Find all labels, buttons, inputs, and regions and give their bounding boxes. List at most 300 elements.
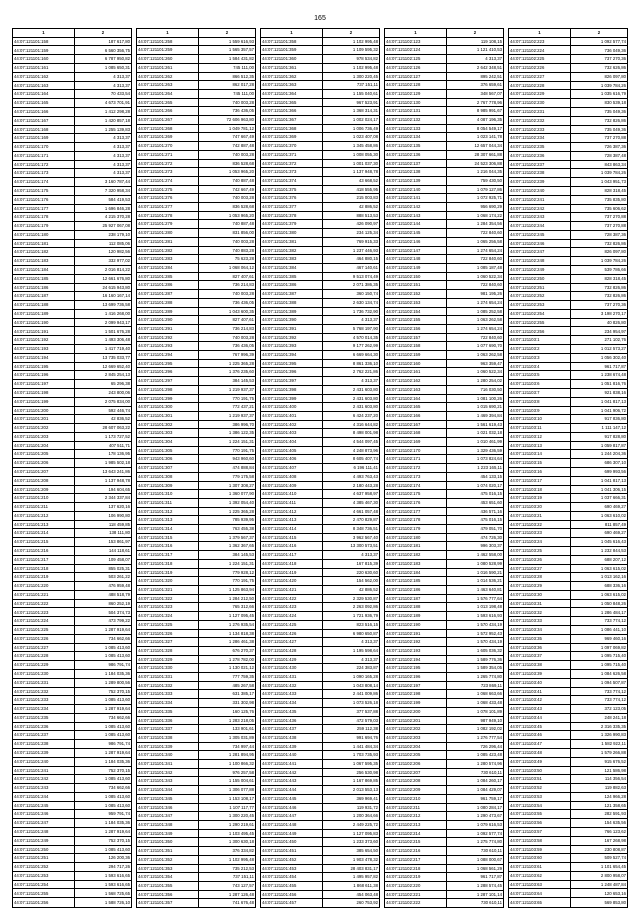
table-row bbox=[13, 151, 132, 160]
cadastral-value-cell: 823 516,15 bbox=[322, 620, 379, 629]
cadastral-value-cell: 1 063 262,58 bbox=[446, 351, 503, 360]
table-row bbox=[13, 90, 132, 99]
table-row bbox=[261, 168, 380, 177]
table-row bbox=[137, 72, 256, 81]
cadastral-value-cell: 1 379 567,37 bbox=[198, 533, 255, 542]
cadastral-number-cell: 44:07:121101:439 bbox=[261, 742, 323, 751]
table-row bbox=[261, 777, 380, 786]
column-header-value: 2 bbox=[446, 29, 503, 38]
table-row bbox=[137, 176, 256, 185]
table-row bbox=[13, 819, 132, 828]
cadastral-number-cell: 44:07:121103:7 bbox=[509, 388, 571, 397]
table-row bbox=[509, 99, 628, 108]
cadastral-number-cell: 44:07:121102:158 bbox=[385, 342, 447, 351]
table-row bbox=[509, 643, 628, 652]
table-row bbox=[385, 525, 504, 534]
cadastral-number-cell: 44:07:121101:382 bbox=[261, 246, 323, 255]
cadastral-number-cell: 44:07:121101:227 bbox=[13, 643, 75, 652]
cadastral-number-cell: 44:07:121102:154 bbox=[385, 307, 447, 316]
cadastral-number-cell: 44:07:121101:262 bbox=[137, 72, 199, 81]
table-row bbox=[137, 794, 256, 803]
table-row bbox=[261, 89, 380, 98]
cadastral-number-cell: 44:07:121102:181 bbox=[385, 542, 447, 551]
cadastral-value-cell: 1 287 919,64 bbox=[74, 828, 131, 837]
cadastral-value-cell: 4 673 701,91 bbox=[74, 99, 131, 108]
cadastral-value-cell: 2 071 386,35 bbox=[322, 281, 379, 290]
cadastral-value-cell: 969 460,16 bbox=[570, 634, 627, 643]
cadastral-number-cell: 44:07:121101:419 bbox=[261, 568, 323, 577]
cadastral-value-cell: 114 356,54 bbox=[570, 775, 627, 784]
cadastral-number-cell: 44:07:121103:31 bbox=[509, 599, 571, 608]
cadastral-number-cell: 44:07:121101:228 bbox=[13, 652, 75, 661]
cadastral-value-cell: 1 107 117,77 bbox=[198, 803, 255, 812]
table-row bbox=[261, 81, 380, 90]
cadastral-number-cell: 44:07:121101:377 bbox=[261, 203, 323, 212]
cadastral-number-cell: 44:07:121103:36 bbox=[509, 643, 571, 652]
cadastral-number-cell: 44:07:121101:347 bbox=[137, 812, 199, 821]
table-row bbox=[137, 316, 256, 325]
table-row bbox=[509, 213, 628, 222]
table-row bbox=[509, 810, 628, 819]
cadastral-number-cell: 44:07:121102:247 bbox=[509, 248, 571, 257]
cadastral-number-cell: 44:07:121101:218 bbox=[13, 564, 75, 573]
table-row bbox=[137, 873, 256, 882]
table-row bbox=[385, 229, 504, 238]
table-row bbox=[261, 133, 380, 142]
cadastral-number-cell: 44:07:121101:336 bbox=[137, 716, 199, 725]
table-row bbox=[385, 307, 504, 316]
cadastral-number-cell: 44:07:121101:436 bbox=[261, 716, 323, 725]
cadastral-value-cell: 24 615 943,80 bbox=[74, 283, 131, 292]
cadastral-value-cell: 187 617,80 bbox=[74, 37, 131, 46]
cadastral-number-cell: 44:07:121103:2 bbox=[509, 345, 571, 354]
cadastral-value-cell: 2 449 225,72 bbox=[322, 820, 379, 829]
cadastral-value-cell: 1 244 204,36 bbox=[570, 450, 627, 459]
table-row bbox=[509, 406, 628, 415]
table-row bbox=[509, 459, 628, 468]
cadastral-number-cell: 44:07:121102:222 bbox=[385, 899, 447, 908]
cadastral-number-cell: 44:07:121101:386 bbox=[261, 281, 323, 290]
table-row bbox=[137, 498, 256, 507]
cadastral-value-cell: 1 579 266,88 bbox=[570, 748, 627, 757]
cadastral-value-cell: 6 196 111,41 bbox=[322, 464, 379, 473]
cadastral-value-cell: 167 815,39 bbox=[322, 559, 379, 568]
cadastral-number-cell: 44:07:121101:353 bbox=[137, 864, 199, 873]
cadastral-number-cell: 44:07:121101:431 bbox=[261, 673, 323, 682]
cadastral-value-cell: 830 539,18 bbox=[570, 99, 627, 108]
cadastral-number-cell: 44:07:121101:287 bbox=[137, 290, 199, 299]
table-row bbox=[385, 864, 504, 873]
cadastral-value-cell: 735 049,36 bbox=[570, 107, 627, 116]
cadastral-value-cell: 1 063 262,58 bbox=[446, 316, 503, 325]
cadastral-value-cell: 475 016,15 bbox=[446, 516, 503, 525]
cadastral-number-cell: 44:07:121101:453 bbox=[261, 864, 323, 873]
table-row bbox=[137, 559, 256, 568]
table-row bbox=[137, 864, 256, 873]
table-row bbox=[13, 239, 132, 248]
table-row bbox=[261, 838, 380, 847]
cadastral-number-cell: 44:07:121103:44 bbox=[509, 713, 571, 722]
cadastral-number-cell: 44:07:121103:26 bbox=[509, 555, 571, 564]
cadastral-value-cell: 917 828,80 bbox=[570, 432, 627, 441]
cadastral-value-cell: 1 290 219,61 bbox=[198, 820, 255, 829]
table-row bbox=[509, 766, 628, 775]
cadastral-number-cell: 44:07:121102:223 bbox=[509, 37, 571, 46]
cadastral-value-cell: 2 762 221,86 bbox=[322, 368, 379, 377]
cadastral-number-cell: 44:07:121101:161 bbox=[13, 64, 75, 73]
cadastral-number-cell: 44:07:121101:362 bbox=[261, 72, 323, 81]
cadastral-number-cell: 44:07:121101:190 bbox=[13, 318, 75, 327]
table-row bbox=[385, 133, 504, 142]
cadastral-value-cell: 485 267,58 bbox=[198, 681, 255, 690]
table-row bbox=[137, 116, 256, 125]
table-row bbox=[13, 107, 132, 116]
cadastral-value-cell: 138 111,80 bbox=[74, 529, 131, 538]
cadastral-value-cell: 2 344 337,84 bbox=[74, 494, 131, 503]
cadastral-value-cell: 13 643 241,86 bbox=[74, 467, 131, 476]
cadastral-value-cell: 737 151,11 bbox=[322, 81, 379, 90]
cadastral-value-cell: 1 015 690,21 bbox=[446, 403, 503, 412]
cadastral-value-cell: 733 774,12 bbox=[570, 617, 627, 626]
cadastral-value-cell: 688 336,16 bbox=[570, 582, 627, 591]
cadastral-value-cell: 763 455,38 bbox=[198, 525, 255, 534]
table-row bbox=[137, 237, 256, 246]
cadastral-number-cell: 44:07:121102:169 bbox=[385, 438, 447, 447]
cadastral-value-cell: 747 667,49 bbox=[198, 133, 255, 142]
table-row bbox=[13, 529, 132, 538]
table-row bbox=[509, 555, 628, 564]
table-row bbox=[509, 538, 628, 547]
table-row bbox=[261, 533, 380, 542]
cadastral-value-cell: 1 155 040,61 bbox=[322, 89, 379, 98]
cadastral-value-cell: 737 270,88 bbox=[570, 213, 627, 222]
cadastral-number-cell: 44:07:121101:160 bbox=[13, 55, 75, 64]
cadastral-number-cell: 44:07:121101:169 bbox=[13, 134, 75, 143]
table-row bbox=[137, 298, 256, 307]
cadastral-number-cell: 44:07:121102:191 bbox=[385, 629, 447, 638]
cadastral-number-cell: 44:07:121103:60 bbox=[509, 854, 571, 863]
cadastral-number-cell: 44:07:121101:230 bbox=[13, 669, 75, 678]
table-row bbox=[509, 432, 628, 441]
cadastral-table-block bbox=[260, 28, 380, 908]
cadastral-value-cell: 282 591,93 bbox=[570, 810, 627, 819]
cadastral-number-cell: 44:07:121101:278 bbox=[137, 211, 199, 220]
cadastral-number-cell: 44:07:121101:215 bbox=[13, 538, 75, 547]
cadastral-value-cell: 860 252,19 bbox=[74, 599, 131, 608]
table-row bbox=[13, 336, 132, 345]
cadastral-value-cell: 732 826,86 bbox=[570, 239, 627, 248]
cadastral-number-cell: 44:07:121101:182 bbox=[13, 248, 75, 257]
cadastral-number-cell: 44:07:121101:259 bbox=[137, 46, 199, 55]
table-row bbox=[509, 37, 628, 46]
table-row bbox=[509, 520, 628, 529]
cadastral-value-cell: 2 075 834,00 bbox=[74, 397, 131, 406]
cadastral-value-cell: 1 002 024,17 bbox=[322, 116, 379, 125]
cadastral-number-cell: 44:07:121103:56 bbox=[509, 819, 571, 828]
cadastral-number-cell: 44:07:121102:133 bbox=[385, 124, 447, 133]
cadastral-value-cell: 474 888,84 bbox=[198, 464, 255, 473]
table-row bbox=[509, 424, 628, 433]
cadastral-value-cell: 1 049 781,12 bbox=[198, 124, 255, 133]
cadastral-value-cell: 126 200,36 bbox=[74, 854, 131, 863]
cadastral-value-cell: 372 123,05 bbox=[570, 705, 627, 714]
cadastral-value-cell: 28 607 063,22 bbox=[74, 424, 131, 433]
table-row bbox=[385, 324, 504, 333]
table-row bbox=[13, 590, 132, 599]
table-row bbox=[509, 81, 628, 90]
cadastral-number-cell: 44:07:121103:61 bbox=[509, 863, 571, 872]
cadastral-value-cell: 3 160 787,44 bbox=[74, 178, 131, 187]
cadastral-number-cell: 44:07:121101:433 bbox=[261, 690, 323, 699]
cadastral-number-cell: 44:07:121101:168 bbox=[13, 125, 75, 134]
table-row bbox=[385, 333, 504, 342]
table-row bbox=[13, 274, 132, 283]
table-row bbox=[509, 494, 628, 503]
table-row bbox=[509, 696, 628, 705]
column-header-value: 2 bbox=[322, 29, 379, 38]
cadastral-number-cell: 44:07:121102:194 bbox=[385, 655, 447, 664]
cadastral-value-cell: 1 059 817,87 bbox=[570, 441, 627, 450]
cadastral-value-cell: 4 313,37 bbox=[322, 377, 379, 386]
table-row bbox=[385, 847, 504, 856]
cadastral-value-cell: 1 023 141,78 bbox=[446, 133, 503, 142]
cadastral-number-cell: 44:07:121101:296 bbox=[137, 368, 199, 377]
cadastral-number-cell: 44:07:121102:195 bbox=[385, 664, 447, 673]
table-row bbox=[261, 46, 380, 55]
table-row bbox=[261, 881, 380, 890]
table-row bbox=[13, 64, 132, 73]
table-row bbox=[137, 290, 256, 299]
cadastral-value-cell: 1 085 413,60 bbox=[74, 845, 131, 854]
cadastral-number-cell: 44:07:121102:147 bbox=[385, 246, 447, 255]
table-row bbox=[13, 476, 132, 485]
cadastral-number-cell: 44:07:121101:171 bbox=[13, 151, 75, 160]
cadastral-number-cell: 44:07:121103:53 bbox=[509, 792, 571, 801]
table-row bbox=[137, 55, 256, 64]
table-row bbox=[13, 362, 132, 371]
cadastral-value-cell: 722 840,60 bbox=[446, 255, 503, 264]
table-row bbox=[137, 760, 256, 769]
cadastral-value-cell: 376 334,82 bbox=[198, 847, 255, 856]
cadastral-number-cell: 44:07:121102:193 bbox=[385, 646, 447, 655]
cadastral-number-cell: 44:07:121101:180 bbox=[13, 230, 75, 239]
cadastral-value-cell: 1 868 611,38 bbox=[322, 881, 379, 890]
cadastral-value-cell: 1 416 268,00 bbox=[74, 309, 131, 318]
table-row bbox=[261, 490, 380, 499]
table-row bbox=[13, 424, 132, 433]
cadastral-value-cell: 1 216 044,35 bbox=[446, 168, 503, 177]
cadastral-value-cell: 4 313,37 bbox=[74, 169, 131, 178]
table-row bbox=[385, 707, 504, 716]
table-row bbox=[385, 385, 504, 394]
cadastral-number-cell: 44:07:121102:151 bbox=[385, 281, 447, 290]
table-row bbox=[13, 511, 132, 520]
cadastral-value-cell: 1 593 616,65 bbox=[74, 880, 131, 889]
cadastral-number-cell: 44:07:121103:57 bbox=[509, 828, 571, 837]
cadastral-number-cell: 44:07:121101:344 bbox=[137, 786, 199, 795]
cadastral-value-cell: 1 306 077,88 bbox=[198, 786, 255, 795]
cadastral-number-cell: 44:07:121101:441 bbox=[261, 760, 323, 769]
cadastral-value-cell: 1 173 727,52 bbox=[74, 432, 131, 441]
table-row bbox=[509, 476, 628, 485]
table-row bbox=[137, 472, 256, 481]
table-row bbox=[261, 203, 380, 212]
cadastral-value-cell: 1 035 616,79 bbox=[570, 90, 627, 99]
cadastral-value-cell: 1 589 354,05 bbox=[446, 664, 503, 673]
cadastral-number-cell: 44:07:121103:58 bbox=[509, 836, 571, 845]
cadastral-value-cell: 1 137 948,78 bbox=[74, 476, 131, 485]
cadastral-number-cell: 44:07:121101:222 bbox=[13, 599, 75, 608]
cadastral-number-cell: 44:07:121102:164 bbox=[385, 394, 447, 403]
cadastral-number-cell: 44:07:121101:159 bbox=[13, 46, 75, 55]
table-row bbox=[385, 733, 504, 742]
table-row bbox=[13, 371, 132, 380]
cadastral-value-cell: 1 703 735,93 bbox=[322, 751, 379, 760]
cadastral-value-cell: 13 300 573,51 bbox=[322, 542, 379, 551]
table-row bbox=[385, 55, 504, 64]
cadastral-number-cell: 44:07:121101:241 bbox=[13, 766, 75, 775]
cadastral-number-cell: 44:07:121103:11 bbox=[509, 424, 571, 433]
cadastral-value-cell: 12 661 676,80 bbox=[74, 274, 131, 283]
cadastral-number-cell: 44:07:121102:233 bbox=[509, 125, 571, 134]
cadastral-number-cell: 44:07:121101:260 bbox=[137, 55, 199, 64]
cadastral-number-cell: 44:07:121101:343 bbox=[137, 777, 199, 786]
cadastral-number-cell: 44:07:121101:457 bbox=[261, 899, 323, 908]
cadastral-number-cell: 44:07:121101:376 bbox=[261, 194, 323, 203]
cadastral-number-cell: 44:07:121102:246 bbox=[509, 239, 571, 248]
cadastral-value-cell: 2 016 814,22 bbox=[74, 266, 131, 275]
table-row bbox=[261, 420, 380, 429]
table-row bbox=[509, 880, 628, 889]
column-header-code: 1 bbox=[13, 29, 75, 38]
cadastral-number-cell: 44:07:121101:444 bbox=[261, 786, 323, 795]
cadastral-value-cell: 1 276 777,54 bbox=[446, 733, 503, 742]
cadastral-value-cell: 4 313,37 bbox=[74, 143, 131, 152]
table-row bbox=[13, 125, 132, 134]
cadastral-number-cell: 44:07:121101:244 bbox=[13, 792, 75, 801]
table-row bbox=[13, 81, 132, 90]
cadastral-number-cell: 44:07:121102:204 bbox=[385, 742, 447, 751]
cadastral-value-cell: 2 013 553,13 bbox=[322, 786, 379, 795]
cadastral-value-cell: 1 219 937,37 bbox=[198, 385, 255, 394]
table-row bbox=[13, 99, 132, 108]
cadastral-value-cell: 4 544 097,45 bbox=[322, 438, 379, 447]
cadastral-value-cell: 1 041 906,72 bbox=[570, 406, 627, 415]
cadastral-value-cell: 1 392 054,40 bbox=[198, 498, 255, 507]
table-row bbox=[509, 529, 628, 538]
cadastral-number-cell: 44:07:121102:220 bbox=[385, 881, 447, 890]
table-row bbox=[509, 143, 628, 152]
cadastral-number-cell: 44:07:121102:182 bbox=[385, 551, 447, 560]
table-row bbox=[137, 881, 256, 890]
cadastral-number-cell: 44:07:121101:213 bbox=[13, 520, 75, 529]
table-row bbox=[13, 432, 132, 441]
table-row bbox=[13, 792, 132, 801]
cadastral-value-cell: 740 003,28 bbox=[198, 98, 255, 107]
cadastral-value-cell: 1 125 863,94 bbox=[198, 586, 255, 595]
cadastral-number-cell: 44:07:121102:255 bbox=[509, 318, 571, 327]
cadastral-value-cell: 43 668,52 bbox=[322, 176, 379, 185]
cadastral-value-cell: 740 003,28 bbox=[198, 290, 255, 299]
table-row bbox=[13, 450, 132, 459]
cadastral-value-cell: 1 045 616,43 bbox=[570, 538, 627, 547]
cadastral-value-cell: 828 318,45 bbox=[570, 186, 627, 195]
table-row bbox=[385, 272, 504, 281]
cadastral-value-cell: 921 838,16 bbox=[570, 388, 627, 397]
cadastral-number-cell: 44:07:121101:256 bbox=[13, 898, 75, 908]
cadastral-value-cell: 740 887,48 bbox=[198, 176, 255, 185]
cadastral-number-cell: 44:07:121101:192 bbox=[13, 336, 75, 345]
cadastral-value-cell: 732 826,86 bbox=[570, 116, 627, 125]
cadastral-value-cell: 2 441 009,86 bbox=[322, 690, 379, 699]
table-row bbox=[385, 873, 504, 882]
cadastral-value-cell: 331 302,98 bbox=[198, 699, 255, 708]
cadastral-value-cell: 2 099 943,17 bbox=[74, 318, 131, 327]
cadastral-value-cell: 1 085 252,58 bbox=[446, 307, 503, 316]
cadastral-number-cell: 44:07:121102:240 bbox=[509, 186, 571, 195]
table-row bbox=[137, 890, 256, 899]
cadastral-number-cell: 44:07:121101:196 bbox=[13, 371, 75, 380]
cadastral-number-cell: 44:07:121103:10 bbox=[509, 415, 571, 424]
cadastral-value-cell: 752 370,15 bbox=[74, 836, 131, 845]
table-row bbox=[509, 590, 628, 599]
table-row bbox=[137, 220, 256, 229]
table-row bbox=[261, 699, 380, 708]
cadastral-number-cell: 44:07:121102:185 bbox=[385, 577, 447, 586]
cadastral-value-cell: 1 013 162,16 bbox=[570, 573, 627, 582]
table-row bbox=[137, 638, 256, 647]
cadastral-value-cell: 1 561 619,43 bbox=[446, 420, 503, 429]
cadastral-value-cell: 1 286 461,38 bbox=[198, 638, 255, 647]
cadastral-value-cell: 453 651,60 bbox=[446, 498, 503, 507]
cadastral-value-cell: 734 662,66 bbox=[74, 713, 131, 722]
cadastral-value-cell: 1 060 522,34 bbox=[446, 272, 503, 281]
cadastral-number-cell: 44:07:121101:304 bbox=[137, 438, 199, 447]
table-row bbox=[137, 812, 256, 821]
table-row bbox=[261, 446, 380, 455]
cadastral-value-cell: 539 786,66 bbox=[570, 266, 627, 275]
cadastral-number-cell: 44:07:121101:329 bbox=[137, 655, 199, 664]
cadastral-number-cell: 44:07:121103:27 bbox=[509, 564, 571, 573]
table-row bbox=[13, 55, 132, 64]
table-row bbox=[261, 464, 380, 473]
table-row bbox=[385, 359, 504, 368]
table-row bbox=[509, 485, 628, 494]
cadastral-value-cell: 4 385 467,30 bbox=[322, 498, 379, 507]
table-row bbox=[509, 178, 628, 187]
table-row bbox=[509, 871, 628, 880]
table-row bbox=[13, 459, 132, 468]
cadastral-value-cell: 722 840,60 bbox=[446, 281, 503, 290]
cadastral-number-cell: 44:07:121103:59 bbox=[509, 845, 571, 854]
cadastral-value-cell: 9 513 074,49 bbox=[322, 272, 379, 281]
table-row bbox=[137, 655, 256, 664]
cadastral-number-cell: 44:07:121102:239 bbox=[509, 178, 571, 187]
table-row bbox=[261, 646, 380, 655]
cadastral-number-cell: 44:07:121101:405 bbox=[261, 446, 323, 455]
cadastral-number-cell: 44:07:121101:210 bbox=[13, 494, 75, 503]
cadastral-value-cell: 1 051 816,76 bbox=[570, 380, 627, 389]
cadastral-value-cell: 167 268,98 bbox=[570, 836, 627, 845]
cadastral-table-block bbox=[508, 28, 628, 908]
cadastral-number-cell: 44:07:121101:194 bbox=[13, 353, 75, 362]
cadastral-number-cell: 44:07:121102:218 bbox=[385, 864, 447, 873]
cadastral-number-cell: 44:07:121103:8 bbox=[509, 397, 571, 406]
table-row bbox=[137, 385, 256, 394]
table-row bbox=[13, 467, 132, 476]
cadastral-number-cell: 44:07:121101:255 bbox=[13, 889, 75, 898]
cadastral-number-cell: 44:07:121102:156 bbox=[385, 324, 447, 333]
